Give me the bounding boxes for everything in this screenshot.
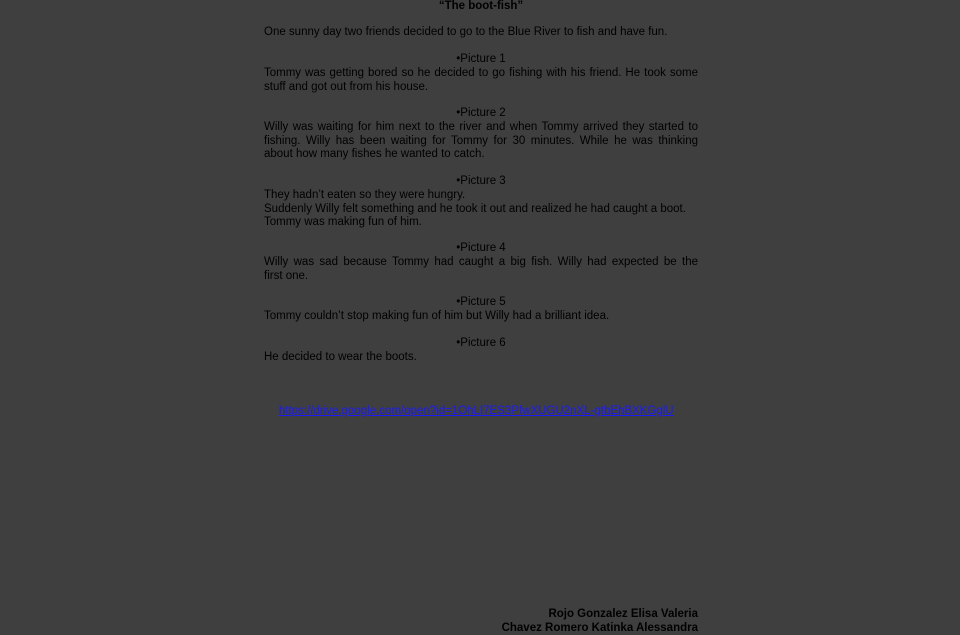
picture-4-paragraph (264, 256, 698, 283)
picture-4-label: •Picture 4 (239, 242, 723, 256)
picture-3-line-1: They hadn’t eaten so they were hungry. (264, 189, 698, 203)
picture-6-label: •Picture 6 (239, 337, 723, 351)
picture-2-line-1: Willy was waiting for him next to the river and when Tommy arrived they started to (264, 121, 698, 135)
picture-6-paragraph (264, 351, 698, 365)
picture-2-paragraph (264, 121, 698, 162)
picture-6-line-1: He decided to wear the boots. (264, 351, 698, 365)
picture-1-paragraph (264, 67, 698, 94)
picture-5-paragraph (264, 310, 698, 324)
picture-1-line-2: stuff and got out from his house. (264, 81, 698, 95)
authors-block (502, 608, 698, 635)
picture-1-label: •Picture 1 (239, 53, 723, 67)
picture-3-line-3: Tommy was making fun of him. (264, 216, 698, 230)
intro-line: One sunny day two friends decided to go to the Blue River to fish and have fun. (264, 26, 698, 40)
drive-link[interactable]: https://drive.google.com/open?id=1OhLI7ES3PfwXUGU2nXL-gtbEhBXKGglU (279, 405, 674, 418)
picture-1-line-1: Tommy was getting bored so he decided to go fishing with his friend. He took some (264, 67, 698, 81)
picture-2-line-2: fishing. Willy has been waiting for Tommy for 30 minutes. While he was thinking (264, 135, 698, 149)
picture-3-label: •Picture 3 (239, 175, 723, 189)
picture-3-paragraph (264, 189, 698, 230)
picture-2-label: •Picture 2 (239, 107, 723, 121)
intro-paragraph (264, 26, 698, 40)
author-1: Rojo Gonzalez Elisa Valeria (502, 608, 698, 622)
author-2: Chavez Romero Katinka Alessandra (502, 622, 698, 635)
picture-5-line-1: Tommy couldn’t stop making fun of him but Willy had a brilliant idea. (264, 310, 698, 324)
picture-2-line-3: about how many fishes he wanted to catch. (264, 148, 698, 162)
picture-3-line-2: Suddenly Willy felt something and he took it out and realized he had caught a boot. (264, 203, 698, 217)
picture-4-line-2: first one. (264, 270, 698, 284)
picture-4-line-1: Willy was sad because Tommy had caught a big fish. Willy had expected be the (264, 256, 698, 270)
picture-5-label: •Picture 5 (239, 296, 723, 310)
document-title: “The boot-fish” (264, 0, 698, 13)
